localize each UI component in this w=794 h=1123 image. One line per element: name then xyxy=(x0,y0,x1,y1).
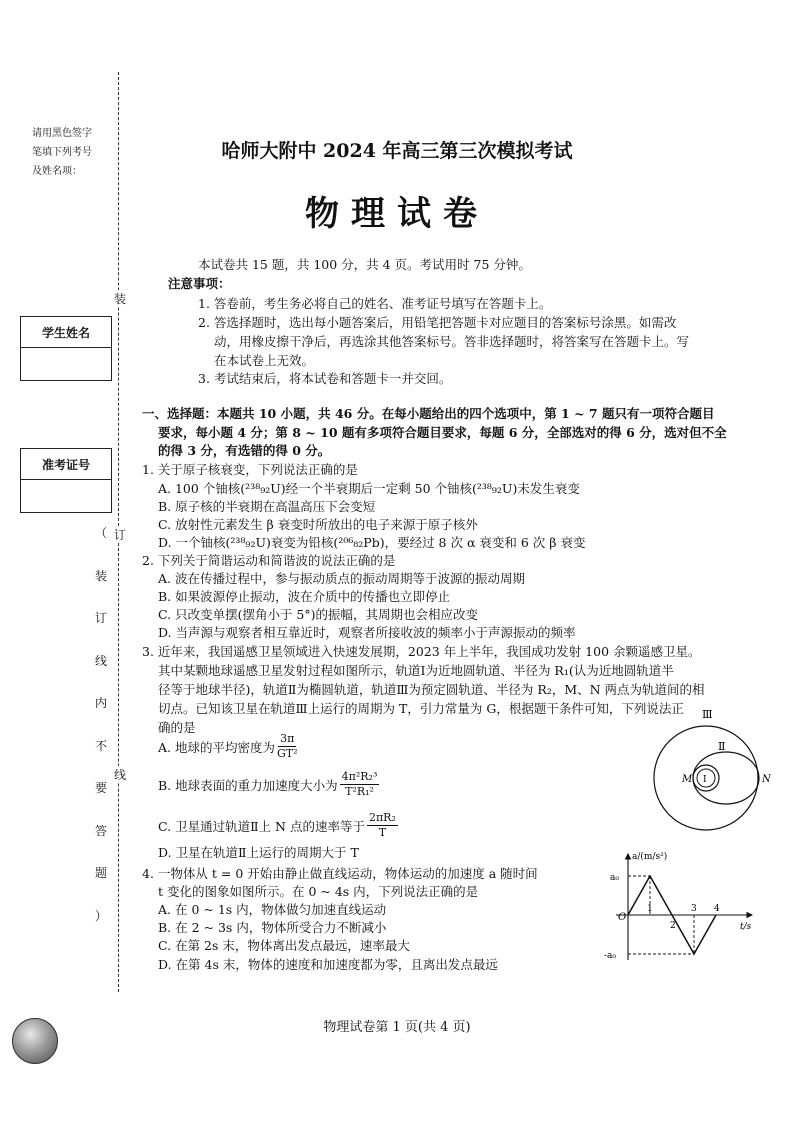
notice-line: 3. 考试结束后，将本试卷和答题卡一并交回。 xyxy=(198,371,452,386)
fraction xyxy=(340,770,380,799)
question-3-stem: 3. 近年来，我国遥感卫星领域进入快速发展期，2023 年上半年，我国成功发射 100 余颗遥感卫星。 xyxy=(142,644,701,659)
vertical-note-char: （ xyxy=(94,526,107,540)
side-instruction-line: 笔填下列考号 xyxy=(32,147,92,158)
question-1-stem: 1. 关于原子核衰变，下列说法正确的是 xyxy=(142,462,358,477)
question-4-stem-line: t 变化的图象如图所示。在 0 ~ 4s 内，下列说法正确的是 xyxy=(158,884,479,899)
student-name-field[interactable] xyxy=(21,348,111,380)
vertical-note-char: ） xyxy=(94,908,107,923)
section-heading: 一、选择题：本题共 10 小题，共 46 分。在每小题给出的四个选项中，第 1 ~ 7 题只有一项符合题目 xyxy=(142,406,715,421)
vertical-note-char: 要 xyxy=(94,781,107,795)
question-1-option-b: B. 原子核的半衰期在高温高压下会变短 xyxy=(158,499,376,514)
no-answer-vertical-note xyxy=(94,524,108,949)
bind-char-ding: 订 xyxy=(114,528,127,542)
vertical-note-char: 装 xyxy=(94,568,107,583)
page-footer: 物理试卷第 1 页(共 4 页) xyxy=(323,1020,471,1035)
bind-char-xian: 线 xyxy=(114,768,127,782)
round-decoration-icon xyxy=(12,1018,58,1064)
notice-heading: 注意事项： xyxy=(168,276,231,291)
point-n-label: N xyxy=(762,774,771,785)
tick-label: 3 xyxy=(691,904,697,914)
neg-a0-label: -a₀ xyxy=(604,951,617,961)
exam-id-label: 准考证号 xyxy=(21,449,111,480)
tick-label: 1 xyxy=(647,904,653,914)
question-3-stem-line: 切点。已知该卫星在轨道Ⅲ上运行的周期为 T，引力常量为 G，根据题干条件可知，下列说法正 xyxy=(158,701,684,716)
acceleration-time-graph xyxy=(590,848,765,968)
question-4-option-d: D. 在第 4s 末，物体的速度和加速度都为零，且离出发点最远 xyxy=(158,957,498,972)
y-axis-label: a/(m/s²) xyxy=(632,852,668,862)
notice-line: 在本试卷上无效。 xyxy=(214,353,315,368)
question-3-stem-line: 确的是 xyxy=(158,720,196,735)
exam-title: 哈师大附中 2024 年高三第三次模拟考试 xyxy=(221,140,573,162)
fraction-denominator: GT² xyxy=(276,747,298,760)
question-1-option-c: C. 放射性元素发生 β 衰变时所放出的电子来源于原子核外 xyxy=(158,517,478,532)
question-4-option-b: B. 在 2 ~ 3s 内，物体所受合力不断减小 xyxy=(158,920,387,935)
question-3-option-b xyxy=(158,770,379,799)
question-3-stem-line: 径等于地球半径)，轨道Ⅱ为椭圆轨道，轨道Ⅲ为预定圆轨道、半径为 R₂，M、N 两点为轨道间的相 xyxy=(158,682,705,697)
fraction-denominator: T²R₁² xyxy=(345,785,374,798)
option-a-text: A. 地球的平均密度为 xyxy=(158,739,275,755)
section-heading-line: 要求，每小题 4 分；第 8 ~ 10 题有多项符合题目要求，每题 6 分，全部选对的得 6 分，选对但不全 xyxy=(158,425,727,440)
a0-label: a₀ xyxy=(610,873,619,883)
vertical-note-char: 线 xyxy=(94,653,107,668)
exam-id-field[interactable] xyxy=(21,480,111,512)
side-instruction-line: 及姓名项： xyxy=(32,166,82,177)
fraction-numerator: 2πR₂ xyxy=(368,811,396,824)
question-3-stem-line: 其中某颗地球遥感卫星发射过程如图所示，轨道Ⅰ为近地圆轨道、半径为 R₁(认为近地圆轨道半 xyxy=(158,663,674,678)
vertical-note-char: 题 xyxy=(94,866,107,880)
vertical-note-char: 订 xyxy=(94,611,107,625)
question-2-option-a: A. 波在传播过程中，参与振动质点的振动周期等于波源的振动周期 xyxy=(158,571,525,586)
question-4-option-c: C. 在第 2s 末，物体离出发点最远，速率最大 xyxy=(158,938,410,953)
question-2-stem: 2. 下列关于简谐运动和简谐波的说法正确的是 xyxy=(142,553,396,568)
option-c-text: C. 卫星通过轨道Ⅱ上 N 点的速率等于 xyxy=(158,818,365,834)
tick-label: 2 xyxy=(670,921,676,931)
tick-label: 4 xyxy=(714,904,720,914)
vertical-note-char: 答 xyxy=(94,823,107,838)
question-2-option-d: D. 当声源与观察者相互靠近时，观察者所接收波的频率小于声源振动的频率 xyxy=(158,625,576,640)
question-1-option-a: A. 100 个铀核(²³⁸₉₂U)经一个半衰期后一定剩 50 个铀核(²³⁸₉₂U)未发生衰变 xyxy=(158,481,580,496)
question-2-option-c: C. 只改变单摆(摆角小于 5°)的振幅，其周期也会相应改变 xyxy=(158,607,478,622)
question-2-option-b: B. 如果波源停止振动，波在介质中的传播也立即停止 xyxy=(158,589,451,604)
question-3-option-d: D. 卫星在轨道Ⅱ上运行的周期大于 T xyxy=(158,845,359,860)
option-b-text: B. 地球表面的重力加速度大小为 xyxy=(158,777,338,793)
student-name-label: 学生姓名 xyxy=(21,317,111,348)
orbit-2-label: Ⅱ xyxy=(718,740,726,753)
question-3-option-a xyxy=(158,732,298,761)
vertical-note-char: 内 xyxy=(94,696,107,710)
fraction xyxy=(367,811,398,840)
notice-line: 动，用橡皮擦干净后，再选涂其他答案标号。答非选择题时，将答案写在答题卡上。写 xyxy=(214,334,690,349)
x-axis-label: t/s xyxy=(740,922,752,932)
exam-id-box[interactable] xyxy=(20,448,112,513)
point-m-label: M xyxy=(682,774,693,785)
fraction-numerator: 4π²R₂³ xyxy=(341,770,378,783)
intro-text: 本试卷共 15 题，共 100 分，共 4 页。考试用时 75 分钟。 xyxy=(198,257,531,272)
notice-line: 1. 答卷前，考生务必将自己的姓名、准考证号填写在答题卡上。 xyxy=(198,296,552,311)
orbit-3-label: Ⅲ xyxy=(702,710,713,721)
origin-label: O xyxy=(618,912,627,923)
vertical-note-char: 不 xyxy=(94,738,107,753)
bind-char-zhuang: 装 xyxy=(114,292,127,306)
side-instruction-line: 请用黑色签字 xyxy=(32,128,92,139)
section-heading-line: 的得 3 分，有选错的得 0 分。 xyxy=(158,443,331,458)
question-1-option-d: D. 一个铀核(²³⁸₉₂U)衰变为铅核(²⁰⁶₈₂Pb)，要经过 8 次 α 衰变和 6 次 β 衰变 xyxy=(158,535,586,550)
orbit-diagram xyxy=(640,710,775,845)
fraction-denominator: T xyxy=(378,826,387,839)
orbit-1-label: Ⅰ xyxy=(703,775,707,785)
fraction-numerator: 3π xyxy=(280,732,295,745)
question-4-option-a: A. 在 0 ~ 1s 内，物体做匀加速直线运动 xyxy=(158,902,387,917)
fraction xyxy=(277,732,298,761)
notice-line: 2. 答选择题时，选出每小题答案后，用铅笔把答题卡对应题目的答案标号涂黑。如需改 xyxy=(198,315,677,330)
subject-title: 物理试卷 xyxy=(305,194,489,234)
student-name-box[interactable] xyxy=(20,316,112,381)
question-4-stem: 4. 一物体从 t = 0 开始由静止做直线运动，物体运动的加速度 a 随时间 xyxy=(142,866,538,881)
question-3-option-c xyxy=(158,811,398,840)
